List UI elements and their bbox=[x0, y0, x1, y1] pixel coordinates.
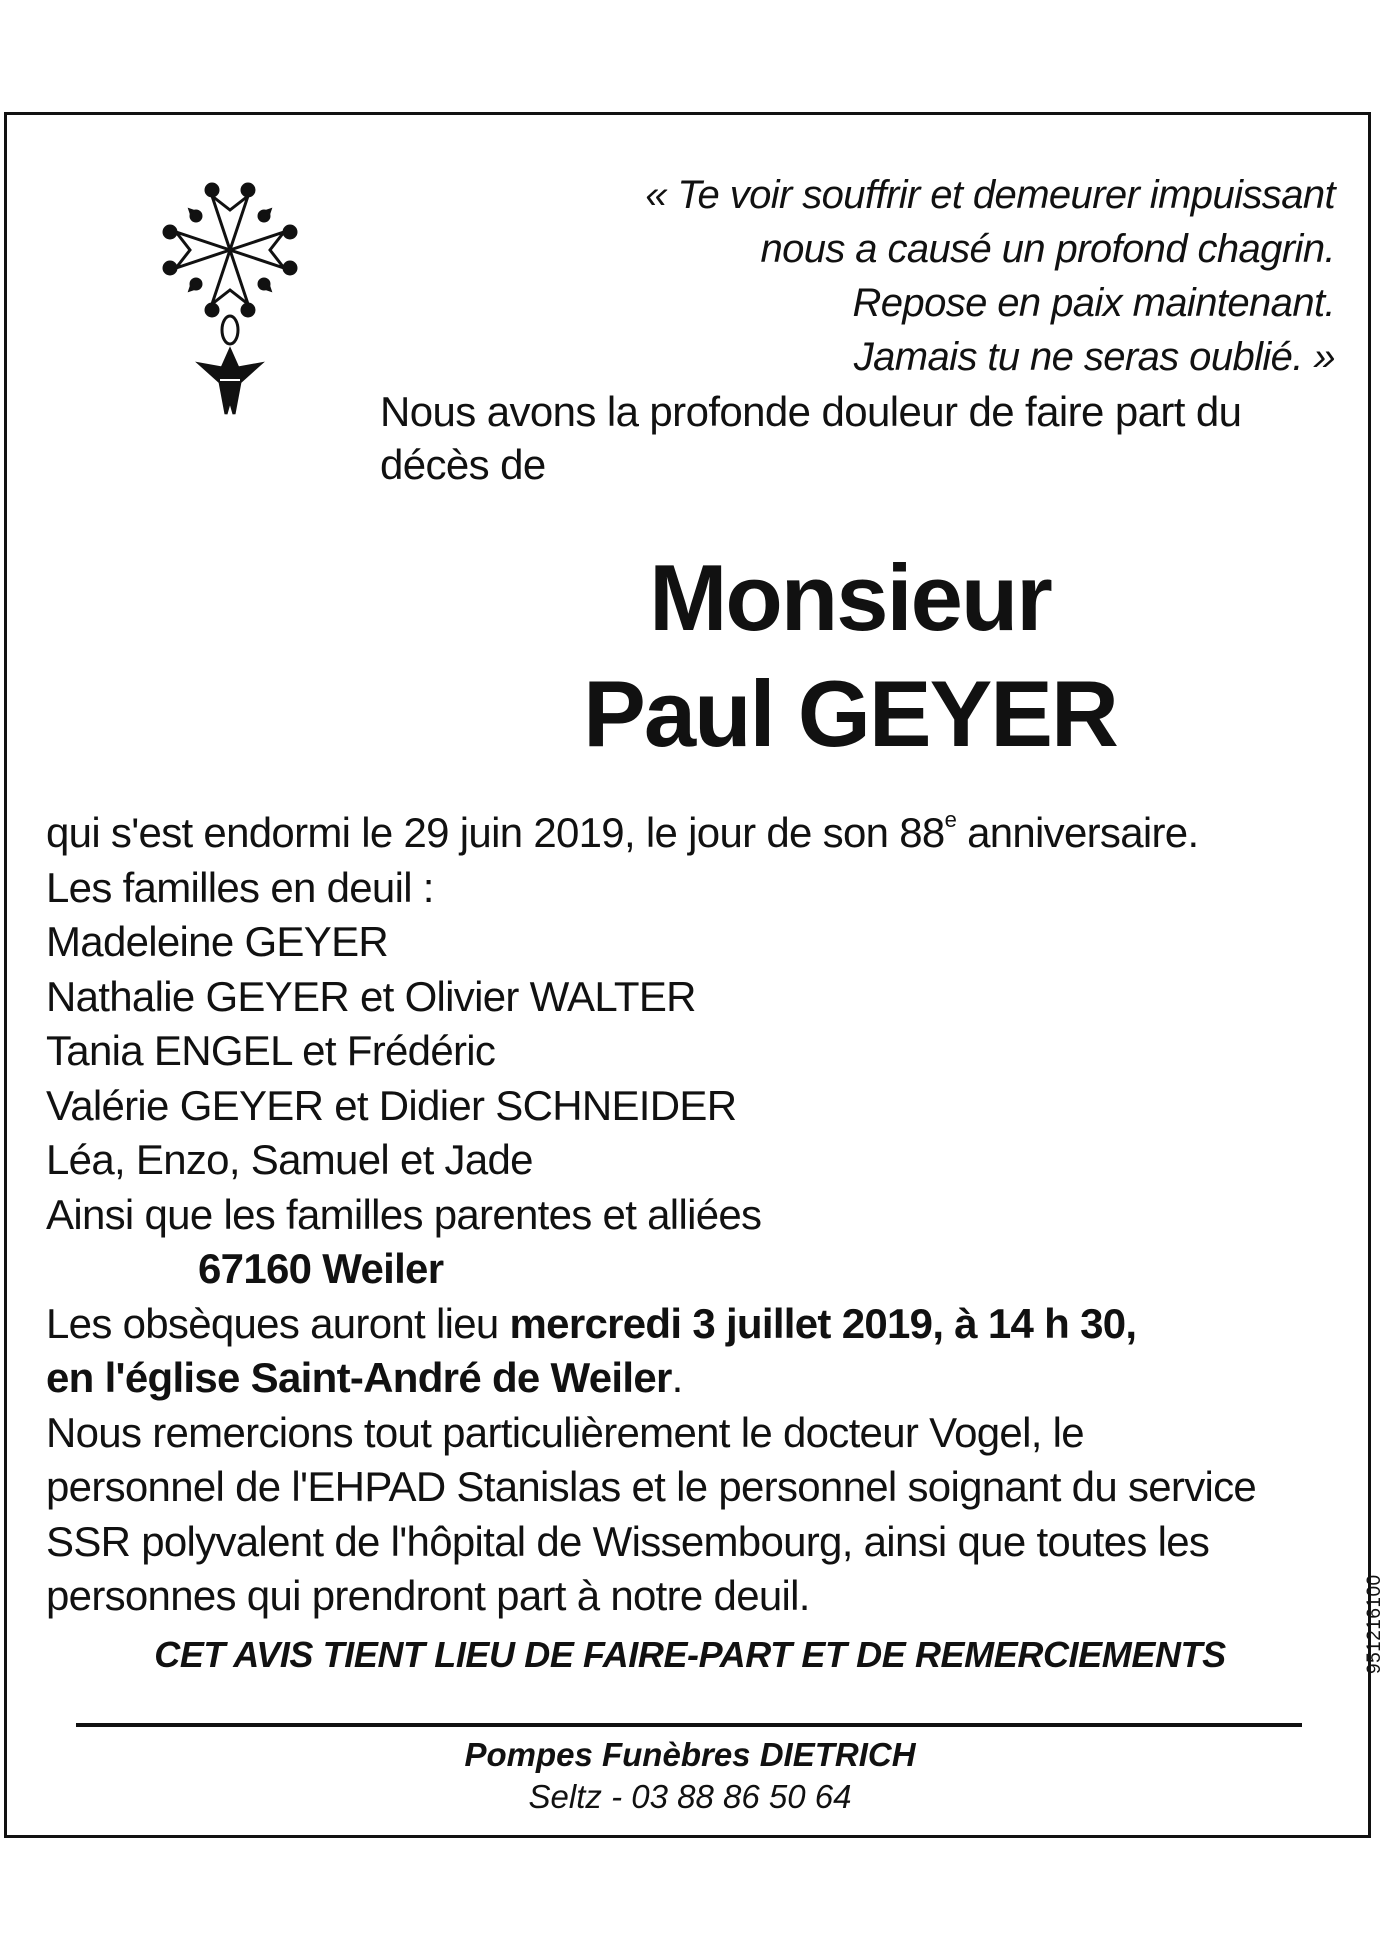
deceased-name-block bbox=[480, 540, 1220, 772]
funeral-end: . bbox=[671, 1354, 683, 1401]
notice-body bbox=[46, 806, 1336, 1624]
family-city: 67160 Weiler bbox=[198, 1245, 444, 1292]
family-member: Nathalie GEYER et Olivier WALTER bbox=[46, 972, 696, 1020]
funeral-place-line bbox=[46, 1351, 1336, 1406]
death-line bbox=[46, 806, 1336, 861]
funeral-line bbox=[46, 1297, 1336, 1352]
family-member: Madeleine GEYER bbox=[46, 918, 389, 965]
thanks-line: Nous remercions tout particulièrement le docteur Vogel, le bbox=[46, 1408, 1084, 1456]
divider bbox=[76, 1723, 1302, 1727]
avis-notice: CET AVIS TIENT LIEU DE FAIRE-PART ET DE REMERCIEMENTS bbox=[154, 1634, 1226, 1675]
funeral-place: en l'église Saint-André de Weiler bbox=[46, 1354, 672, 1401]
family-member: Tania ENGEL et Frédéric bbox=[46, 1027, 496, 1074]
family-member: Valérie GEYER et Didier SCHNEIDER bbox=[46, 1081, 737, 1129]
intro-text: Nous avons la profonde douleur de faire part du décès de bbox=[380, 388, 1242, 488]
family-member: Léa, Enzo, Samuel et Jade bbox=[46, 1136, 533, 1183]
deceased-name: Paul GEYER bbox=[583, 661, 1117, 766]
thanks-line: SSR polyvalent de l'hôpital de Wissembourg, ainsi que toutes les bbox=[46, 1517, 1210, 1565]
death-prefix: qui s'est endormi le 29 juin 2019, le jour de son 88 bbox=[46, 809, 945, 856]
funeral-home-contact: Seltz - 03 88 86 50 64 bbox=[528, 1778, 852, 1815]
family-member: Ainsi que les familles parentes et alliées bbox=[46, 1190, 762, 1238]
quote bbox=[435, 168, 1335, 384]
quote-line: Jamais tu ne seras oublié. » bbox=[853, 335, 1335, 379]
huguenot-cross-icon bbox=[140, 168, 320, 432]
funeral-date: mercredi 3 juillet 2019, à 14 h 30, bbox=[509, 1299, 1137, 1347]
death-suffix: anniversaire. bbox=[956, 809, 1199, 856]
funeral-prefix: Les obsèques auront lieu bbox=[46, 1299, 510, 1347]
thanks-line: personnes qui prendront part à notre deuil. bbox=[46, 1572, 810, 1619]
reference-number: 951216100 bbox=[1364, 1574, 1385, 1674]
quote-line: Repose en paix maintenant. bbox=[852, 281, 1335, 325]
families-heading: Les familles en deuil : bbox=[46, 863, 434, 911]
deceased-title: Monsieur bbox=[649, 545, 1051, 650]
death-ordinal: e bbox=[944, 807, 957, 832]
funeral-home-name: Pompes Funèbres DIETRICH bbox=[464, 1736, 916, 1773]
quote-line: « Te voir souffrir et demeurer impuissant bbox=[645, 173, 1335, 217]
thanks-line: personnel de l'EHPAD Stanislas et le personnel soignant du service bbox=[46, 1463, 1257, 1510]
quote-line: nous a causé un profond chagrin. bbox=[760, 227, 1335, 271]
